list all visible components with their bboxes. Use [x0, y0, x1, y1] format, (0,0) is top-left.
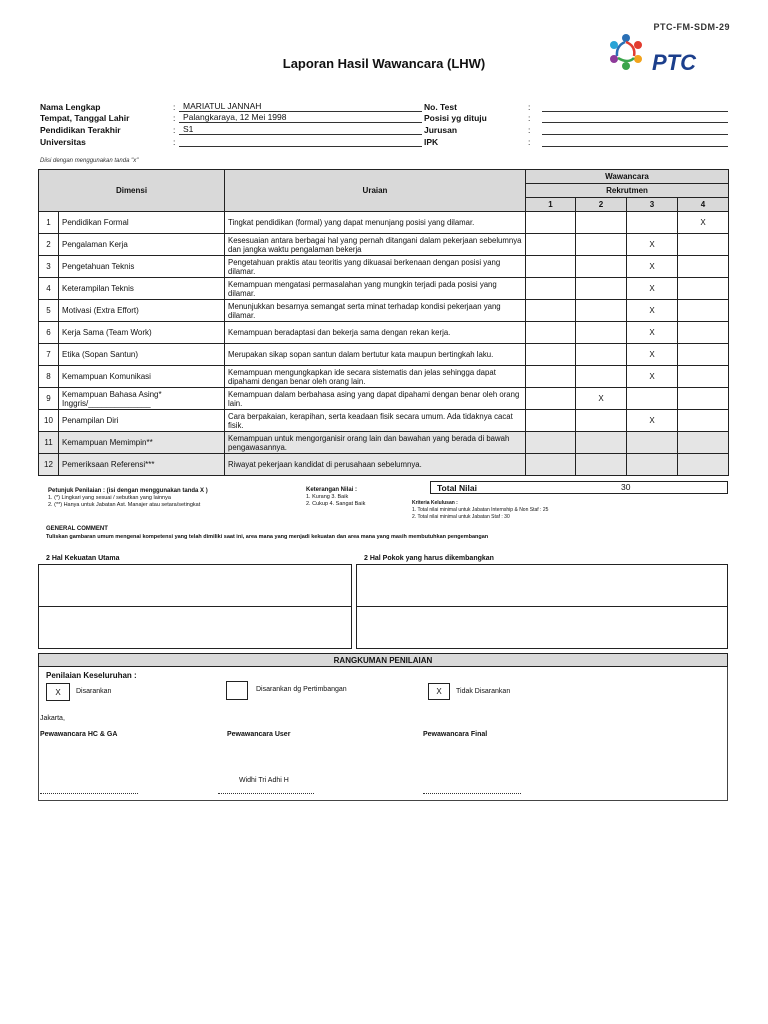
score-cell-1[interactable]: [526, 278, 576, 300]
score-cell-4[interactable]: [678, 234, 729, 256]
score-cell-3[interactable]: X: [627, 278, 678, 300]
keterangan-title: Keterangan Nilai :: [306, 487, 358, 493]
row-uraian: Tingkat pendidikan (formal) yang dapat menunjang posisi yang dilamar.: [225, 212, 526, 234]
checkbox-tidak-disarankan[interactable]: X: [428, 683, 450, 700]
row-dimensi: Keterampilan Teknis: [59, 278, 225, 300]
score-cell-3[interactable]: [627, 454, 678, 476]
info-colon: :: [173, 137, 176, 147]
score-cell-2[interactable]: [576, 344, 627, 366]
info-label-jurusan: Jurusan: [424, 125, 458, 135]
info-value-universitas: [179, 136, 422, 147]
score-cell-1[interactable]: [526, 388, 576, 410]
row-number: 7: [39, 344, 59, 366]
pengembangan-box-2[interactable]: [356, 606, 728, 649]
row-dimensi: Kemampuan Memimpin**: [59, 432, 225, 454]
score-cell-3[interactable]: X: [627, 256, 678, 278]
info-colon: :: [528, 113, 531, 123]
table-row: [39, 454, 729, 476]
table-row: [39, 322, 729, 344]
score-cell-2[interactable]: X: [576, 388, 627, 410]
keterangan-line: 1. Kurang 3. Baik: [306, 494, 349, 500]
row-dimensi: Penampilan Diri: [59, 410, 225, 432]
row-dimensi: Kemampuan Komunikasi: [59, 366, 225, 388]
score-cell-3[interactable]: [627, 212, 678, 234]
row-dimensi: Pendidikan Formal: [59, 212, 225, 234]
page-title: Laporan Hasil Wawancara (LHW): [282, 56, 486, 71]
score-cell-2[interactable]: [576, 256, 627, 278]
sign-label-final: Pewawancara Final: [423, 731, 488, 738]
score-cell-1[interactable]: [526, 300, 576, 322]
score-cell-1[interactable]: [526, 234, 576, 256]
total-nilai: [430, 481, 728, 494]
keterangan-line: 2. Cukup 4. Sangat Baik: [306, 501, 366, 507]
info-label-ttl: Tempat, Tanggal Lahir: [40, 113, 130, 123]
score-cell-1[interactable]: [526, 410, 576, 432]
kekuatan-box-1[interactable]: [38, 564, 352, 607]
label-disarankan: Disarankan: [76, 688, 112, 695]
score-cell-3[interactable]: [627, 388, 678, 410]
row-uraian: Pengetahuan praktis atau teoritis yang dikuasai berkenaan dengan posisi yang dilamar.: [225, 256, 526, 278]
document-code: PTC-FM-SDM-29: [653, 22, 730, 32]
checkbox-disarankan[interactable]: X: [46, 683, 70, 701]
info-value-pendidikan: S1: [179, 124, 422, 135]
row-dimensi: Pengalaman Kerja: [59, 234, 225, 256]
row-number: 1: [39, 212, 59, 234]
row-uraian: Kemampuan dalam berbahasa asing yang dapat dipahami dengan benar oleh orang lain.: [225, 388, 526, 410]
score-cell-4[interactable]: [678, 344, 729, 366]
score-cell-3[interactable]: X: [627, 322, 678, 344]
sign-line-user: [218, 793, 314, 794]
row-dimensi: Kerja Sama (Team Work): [59, 322, 225, 344]
info-colon: :: [173, 113, 176, 123]
info-colon: :: [173, 125, 176, 135]
row-uraian: Kemampuan mengatasi permasalahan yang mungkin terjadi pada posisi yang dilamar.: [225, 278, 526, 300]
score-cell-2[interactable]: [576, 454, 627, 476]
total-value: 30: [621, 482, 631, 492]
header-wawancara: Wawancara: [526, 170, 729, 184]
score-cell-2[interactable]: [576, 278, 627, 300]
header-uraian: Uraian: [225, 170, 526, 212]
info-label-ipk: IPK: [424, 137, 439, 147]
table-row: [39, 410, 729, 432]
total-label: Total Nilai: [437, 483, 477, 493]
info-value-nama: MARIATUL JANNAH: [179, 101, 422, 112]
score-cell-4[interactable]: X: [678, 212, 729, 234]
info-colon: :: [173, 102, 176, 112]
info-label-universitas: Universitas: [40, 137, 86, 147]
row-uraian: Merupakan sikap sopan santun dalam bertutur kata maupun bertingkah laku.: [225, 344, 526, 366]
info-colon: :: [528, 125, 531, 135]
row-number: 2: [39, 234, 59, 256]
row-dimensi: Pemeriksaan Referensi***: [59, 454, 225, 476]
row-number: 10: [39, 410, 59, 432]
info-value-jurusan: [542, 124, 728, 135]
score-cell-2[interactable]: [576, 410, 627, 432]
kriteria-line: 2. Total nilai minimal untuk Jabatan Staf : 30: [412, 514, 510, 520]
info-label-notest: No. Test: [424, 102, 457, 112]
info-value-posisi: [542, 112, 728, 123]
sign-label-hc: Pewawancara HC & GA: [40, 731, 118, 738]
table-row: [39, 234, 729, 256]
score-cell-4[interactable]: [678, 278, 729, 300]
kriteria-kelulusan: [412, 500, 548, 521]
sign-line-final: [423, 793, 521, 794]
kekuatan-box-2[interactable]: [38, 606, 352, 649]
score-cell-3[interactable]: X: [627, 366, 678, 388]
row-number: 12: [39, 454, 59, 476]
rangkuman-panel: [38, 667, 728, 801]
score-cell-4[interactable]: [678, 322, 729, 344]
petunjuk-title: Petunjuk Penilaian : (isi dengan menggunakan tanda X ): [48, 488, 208, 494]
row-number: 9: [39, 388, 59, 410]
row-uraian: Kesesuaian antara berbagai hal yang pernah ditangani dalam pekerjaan sebelumnya dan jangka waktu pengalaman bekerja: [225, 234, 526, 256]
evaluation-table: [38, 169, 729, 476]
row-uraian: Kemampuan untuk mengorganisir orang lain dan bawahan yang berada di bawah pengawasannya.: [225, 432, 526, 454]
score-cell-3[interactable]: X: [627, 234, 678, 256]
score-cell-2[interactable]: [576, 432, 627, 454]
kekuatan-title: 2 Hal Kekuatan Utama: [46, 555, 120, 562]
info-colon: :: [528, 102, 531, 112]
score-cell-4[interactable]: [678, 366, 729, 388]
header-dimensi: Dimensi: [39, 170, 225, 212]
table-row: [39, 300, 729, 322]
score-cell-3[interactable]: X: [627, 344, 678, 366]
penilaian-keseluruhan-label: Penilaian Keseluruhan :: [46, 671, 137, 680]
kriteria-title: Kriteria Kelulusan :: [412, 500, 458, 506]
score-cell-2[interactable]: [576, 322, 627, 344]
info-label-nama: Nama Lengkap: [40, 102, 101, 112]
info-value-notest: [542, 101, 728, 112]
header-rekrutmen: Rekrutmen: [526, 184, 729, 198]
score-cell-2[interactable]: [576, 300, 627, 322]
label-tidak-disarankan: Tidak Disarankan: [456, 688, 511, 695]
row-number: 11: [39, 432, 59, 454]
checkbox-disarankan-pertimbangan[interactable]: [226, 681, 248, 700]
score-cell-2[interactable]: [576, 234, 627, 256]
table-row: [39, 212, 729, 234]
score-cell-1[interactable]: [526, 256, 576, 278]
row-uraian: Kemampuan mengungkapkan ide secara sistematis dan jelas sehingga dapat dipahami dengan benar oleh orang lain.: [225, 366, 526, 388]
row-number: 6: [39, 322, 59, 344]
row-number: 3: [39, 256, 59, 278]
petunjuk-penilaian: [48, 488, 208, 509]
pengembangan-title: 2 Hal Pokok yang harus dikembangkan: [364, 555, 494, 562]
row-uraian: Kemampuan beradaptasi dan bekerja sama dengan rekan kerja.: [225, 322, 526, 344]
row-uraian: Menunjukkan besarnya semangat serta minat terhadap kondisi pekerjaan yang dilamar.: [225, 300, 526, 322]
row-uraian: Cara berpakaian, kerapihan, serta keadaan fisik secara umum. Ada tidaknya cacat fisik.: [225, 410, 526, 432]
row-dimensi: Etika (Sopan Santun): [59, 344, 225, 366]
sign-label-user: Pewawancara User: [227, 731, 291, 738]
info-label-pendidikan: Pendidikan Terakhir: [40, 125, 121, 135]
logo-text: PTC: [652, 50, 696, 75]
pengembangan-box-1[interactable]: [356, 564, 728, 607]
row-number: 4: [39, 278, 59, 300]
score-cell-1[interactable]: [526, 322, 576, 344]
row-dimensi: Kemampuan Bahasa Asing* Inggris/______________: [59, 388, 225, 410]
table-row: [39, 388, 729, 410]
score-cell-3[interactable]: X: [627, 410, 678, 432]
score-cell-2[interactable]: [576, 366, 627, 388]
ptc-logo: [604, 30, 732, 80]
label-disarankan-pertimbangan: Disarankan dg Pertimbangan: [256, 686, 347, 693]
row-number: 8: [39, 366, 59, 388]
row-dimensi: Pengetahuan Teknis: [59, 256, 225, 278]
keterangan-nilai: [306, 487, 365, 508]
header-score-3: 3: [627, 198, 678, 212]
petunjuk-line: 2. (**) Hanya untuk Jabatan Ast. Manajer atau setara/setingkat: [48, 502, 201, 508]
score-cell-3[interactable]: [627, 432, 678, 454]
score-cell-1[interactable]: [526, 366, 576, 388]
row-dimensi: Motivasi (Extra Effort): [59, 300, 225, 322]
score-cell-1[interactable]: [526, 432, 576, 454]
info-colon: :: [528, 137, 531, 147]
row-uraian: Riwayat pekerjaan kandidat di perusahaan sebelumnya.: [225, 454, 526, 476]
score-cell-1[interactable]: [526, 454, 576, 476]
table-row: [39, 432, 729, 454]
header-score-2: 2: [576, 198, 627, 212]
sign-line-hc: [40, 793, 138, 794]
score-cell-4[interactable]: [678, 300, 729, 322]
score-cell-2[interactable]: [576, 212, 627, 234]
score-cell-4[interactable]: [678, 432, 729, 454]
row-number: 5: [39, 300, 59, 322]
kriteria-line: 1. Total nilai minimal untuk Jabatan Internship & Non Staf : 25: [412, 507, 549, 513]
fill-note: Diisi dengan menggunakan tanda "x": [40, 158, 139, 164]
score-cell-4[interactable]: [678, 256, 729, 278]
table-row: [39, 278, 729, 300]
score-cell-3[interactable]: X: [627, 300, 678, 322]
sign-place: Jakarta,: [40, 715, 65, 722]
petunjuk-line: 1. (*) Lingkari yang sesuai / sebutkan yang lainnya: [48, 495, 171, 501]
info-value-ipk: [542, 136, 728, 147]
score-cell-1[interactable]: [526, 344, 576, 366]
score-cell-4[interactable]: [678, 454, 729, 476]
table-row: [39, 366, 729, 388]
rangkuman-title: RANGKUMAN PENILAIAN: [38, 653, 728, 667]
score-cell-1[interactable]: [526, 212, 576, 234]
table-row: [39, 344, 729, 366]
score-cell-4[interactable]: [678, 410, 729, 432]
score-cell-4[interactable]: [678, 388, 729, 410]
header-score-1: 1: [526, 198, 576, 212]
header-score-4: 4: [678, 198, 729, 212]
info-value-ttl: Palangkaraya, 12 Mei 1998: [179, 112, 422, 123]
sign-name-user: Widhi Tri Adhi H: [239, 777, 289, 784]
general-comment-text: Tuliskan gambaran umum mengenai kompetensi yang telah dimiliki saat ini, area mana yang menjadi kekuatan dan area mana yang masih membutuhkan pengembangan: [46, 534, 489, 540]
general-comment-title: GENERAL COMMENT: [46, 526, 108, 532]
table-row: [39, 256, 729, 278]
info-label-posisi: Posisi yg dituju: [424, 113, 487, 123]
